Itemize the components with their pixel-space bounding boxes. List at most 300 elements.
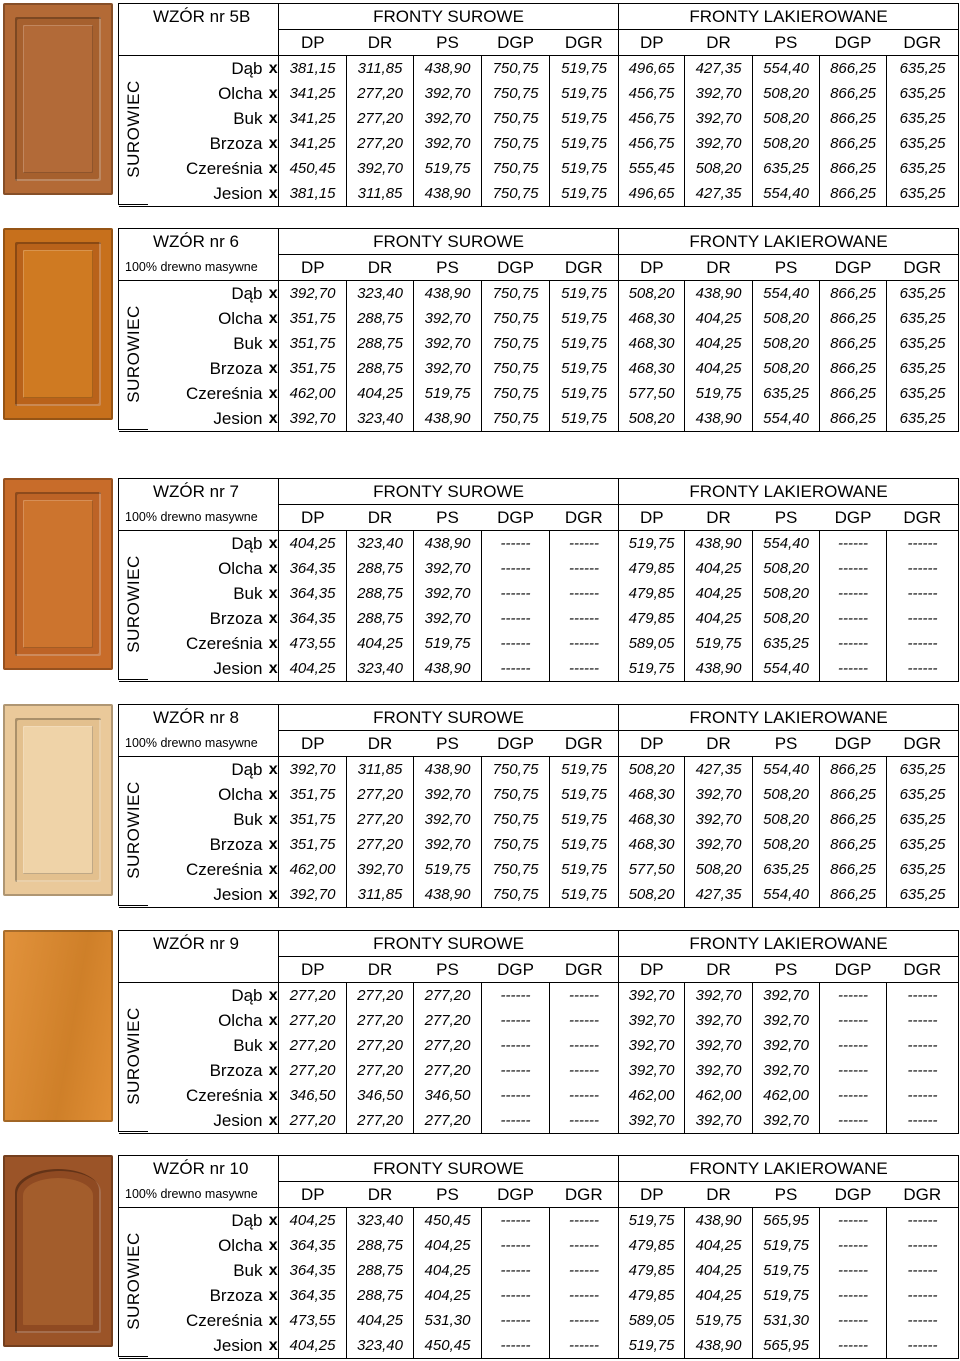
price-cell: 635,25 xyxy=(753,381,820,406)
price-cell: 438,90 xyxy=(414,406,482,432)
price-cell: 392,70 xyxy=(753,1108,820,1134)
column-header: PS xyxy=(753,255,820,281)
column-header: PS xyxy=(414,30,482,56)
price-cell: 404,25 xyxy=(279,1208,347,1234)
multiply-marker: x xyxy=(268,284,278,302)
multiply-marker: x xyxy=(268,785,278,803)
price-cell: 404,25 xyxy=(685,1233,753,1258)
price-cell: 519,75 xyxy=(550,331,619,356)
price-cell: 750,75 xyxy=(482,832,550,857)
group-header-raw: FRONTY SUROWE xyxy=(279,1156,619,1182)
price-cell: 392,70 xyxy=(619,1033,685,1058)
price-cell: 635,25 xyxy=(887,782,959,807)
multiply-marker: x xyxy=(269,1333,279,1359)
price-cell: 404,25 xyxy=(279,531,347,557)
multiply-marker: x xyxy=(268,609,278,627)
wood-type-label: Olcha xyxy=(218,308,263,328)
column-header: DP xyxy=(279,1182,347,1208)
price-cell: 750,75 xyxy=(482,331,550,356)
wood-type-label: Jesion xyxy=(119,882,269,908)
price-cell: 392,70 xyxy=(347,156,414,181)
price-cell: 427,35 xyxy=(685,882,753,908)
price-cell: ------ xyxy=(482,656,550,682)
price-table xyxy=(118,228,959,432)
side-label xyxy=(118,980,148,1132)
price-cell: 468,30 xyxy=(619,782,685,807)
price-cell: ------ xyxy=(550,983,619,1009)
wood-type-label: Jesion xyxy=(119,1108,269,1134)
price-cell: ------ xyxy=(887,983,959,1009)
multiply-marker: x xyxy=(268,1061,278,1079)
price-cell: 364,35 xyxy=(279,581,347,606)
multiply-marker: x xyxy=(268,986,278,1004)
price-cell: 519,75 xyxy=(619,1333,685,1359)
price-cell: ------ xyxy=(887,606,959,631)
price-cell: 554,40 xyxy=(753,56,820,82)
price-cell: 866,25 xyxy=(820,807,887,832)
price-cell: ------ xyxy=(482,631,550,656)
price-cell: ------ xyxy=(820,1083,887,1108)
price-cell: 508,20 xyxy=(753,581,820,606)
side-label xyxy=(118,754,148,906)
price-cell: 577,50 xyxy=(619,381,685,406)
price-cell: 554,40 xyxy=(753,757,820,783)
price-cell: 277,20 xyxy=(414,983,482,1009)
multiply-marker: x xyxy=(268,534,278,552)
table-row xyxy=(119,1258,959,1283)
pattern-subtitle: 100% drewno masywne xyxy=(119,505,279,531)
price-cell: 519,75 xyxy=(414,156,482,181)
price-cell: ------ xyxy=(887,631,959,656)
price-cell: 866,25 xyxy=(820,106,887,131)
side-label xyxy=(118,528,148,680)
multiply-marker: x xyxy=(268,1211,278,1229)
price-cell: 456,75 xyxy=(619,81,685,106)
price-cell: 392,70 xyxy=(753,1008,820,1033)
column-header: DGP xyxy=(820,1182,887,1208)
column-header: DGP xyxy=(482,957,550,983)
column-header: DP xyxy=(619,731,685,757)
table-row xyxy=(119,1108,959,1134)
price-cell: ------ xyxy=(887,1258,959,1283)
price-cell: 404,25 xyxy=(685,606,753,631)
price-cell: ------ xyxy=(550,1058,619,1083)
table-row xyxy=(119,1008,959,1033)
multiply-marker: x xyxy=(269,882,279,908)
price-cell: 531,30 xyxy=(753,1308,820,1333)
price-cell: 519,75 xyxy=(550,356,619,381)
price-cell: 866,25 xyxy=(820,882,887,908)
multiply-marker: x xyxy=(268,810,278,828)
price-cell: ------ xyxy=(820,1058,887,1083)
price-cell: 750,75 xyxy=(482,782,550,807)
price-cell: ------ xyxy=(482,1008,550,1033)
price-cell: 427,35 xyxy=(685,757,753,783)
price-cell: 508,20 xyxy=(753,306,820,331)
wood-type-label: Jesion xyxy=(119,1333,269,1359)
multiply-marker: x xyxy=(268,359,278,377)
column-header: DP xyxy=(619,30,685,56)
price-cell: 866,25 xyxy=(820,857,887,882)
table-row xyxy=(119,857,959,882)
price-cell: 519,75 xyxy=(550,757,619,783)
price-cell: 288,75 xyxy=(347,1258,414,1283)
price-cell: 635,25 xyxy=(887,406,959,432)
column-header: DGR xyxy=(550,731,619,757)
column-header: PS xyxy=(414,731,482,757)
price-cell: 519,75 xyxy=(550,832,619,857)
table-row xyxy=(119,782,959,807)
price-cell: 508,20 xyxy=(685,156,753,181)
price-cell: 392,70 xyxy=(414,782,482,807)
table-row xyxy=(119,1058,959,1083)
price-cell: 589,05 xyxy=(619,1308,685,1333)
price-cell: ------ xyxy=(820,1208,887,1234)
price-cell: 479,85 xyxy=(619,1258,685,1283)
multiply-marker: x xyxy=(268,159,278,177)
price-cell: 346,50 xyxy=(414,1083,482,1108)
price-cell: 323,40 xyxy=(347,656,414,682)
price-cell: 519,75 xyxy=(414,631,482,656)
column-header: DGR xyxy=(550,30,619,56)
price-cell: 635,25 xyxy=(887,807,959,832)
column-header: DR xyxy=(685,30,753,56)
price-cell: 508,20 xyxy=(619,281,685,307)
price-cell: 438,90 xyxy=(685,281,753,307)
price-cell: 404,25 xyxy=(414,1233,482,1258)
price-cell: 519,75 xyxy=(685,381,753,406)
column-header: DR xyxy=(685,255,753,281)
price-cell: 392,70 xyxy=(414,832,482,857)
price-cell: 519,75 xyxy=(753,1283,820,1308)
price-cell: 508,20 xyxy=(753,807,820,832)
column-header: DGP xyxy=(820,957,887,983)
price-cell: 462,00 xyxy=(685,1083,753,1108)
wood-type-label: Buk xyxy=(233,1260,263,1280)
price-cell: 438,90 xyxy=(685,1333,753,1359)
price-cell: 392,70 xyxy=(414,807,482,832)
table-row xyxy=(119,631,959,656)
price-cell: ------ xyxy=(820,531,887,557)
price-cell: 438,90 xyxy=(685,656,753,682)
price-cell: 351,75 xyxy=(279,807,347,832)
price-cell: 508,20 xyxy=(753,782,820,807)
price-cell: ------ xyxy=(550,581,619,606)
price-cell: 519,75 xyxy=(550,106,619,131)
wood-type-label: Czereśnia xyxy=(185,158,263,178)
multiply-marker: x xyxy=(268,634,278,652)
price-cell: 392,70 xyxy=(619,983,685,1009)
multiply-marker: x xyxy=(268,1311,278,1329)
multiply-marker: x xyxy=(268,1011,278,1029)
column-header: DGR xyxy=(887,505,959,531)
pattern-block xyxy=(0,930,960,1135)
table-row xyxy=(119,1283,959,1308)
side-label xyxy=(118,53,148,205)
price-cell: 456,75 xyxy=(619,106,685,131)
wood-type-label: Dąb xyxy=(231,283,263,303)
table-row xyxy=(119,56,959,82)
multiply-marker: x xyxy=(269,1108,279,1134)
door-front-image xyxy=(3,704,113,896)
price-cell: 392,70 xyxy=(753,983,820,1009)
price-cell: ------ xyxy=(482,1258,550,1283)
pattern-subtitle xyxy=(119,957,279,983)
price-cell: ------ xyxy=(887,1008,959,1033)
pattern-title: WZÓR nr 10 xyxy=(119,1156,279,1182)
wood-type-label: Dąb xyxy=(231,1210,263,1230)
price-cell: 277,20 xyxy=(347,782,414,807)
price-cell: 635,25 xyxy=(753,857,820,882)
price-cell: ------ xyxy=(550,1008,619,1033)
price-cell: 519,75 xyxy=(550,56,619,82)
price-cell: ------ xyxy=(482,1308,550,1333)
price-cell: 635,25 xyxy=(887,156,959,181)
price-cell: 519,75 xyxy=(550,882,619,908)
price-cell: 519,75 xyxy=(550,131,619,156)
multiply-marker: x xyxy=(269,406,279,432)
price-cell: ------ xyxy=(820,983,887,1009)
column-header: DR xyxy=(347,255,414,281)
pattern-title: WZÓR nr 9 xyxy=(119,931,279,957)
price-cell: 635,25 xyxy=(887,281,959,307)
price-cell: 404,25 xyxy=(347,1308,414,1333)
price-cell: 438,90 xyxy=(414,281,482,307)
column-header: PS xyxy=(414,957,482,983)
price-cell: 392,70 xyxy=(685,1108,753,1134)
price-cell: 519,75 xyxy=(414,381,482,406)
price-cell: 392,70 xyxy=(685,807,753,832)
price-cell: 468,30 xyxy=(619,807,685,832)
price-cell: 462,00 xyxy=(619,1083,685,1108)
price-cell: 311,85 xyxy=(347,882,414,908)
price-cell: 635,25 xyxy=(887,757,959,783)
table-row xyxy=(119,1233,959,1258)
column-header: DGP xyxy=(482,505,550,531)
price-cell: 392,70 xyxy=(347,857,414,882)
side-label-text: SUROWIEC xyxy=(123,554,143,653)
price-cell: 750,75 xyxy=(482,106,550,131)
price-cell: 404,25 xyxy=(414,1283,482,1308)
price-cell: 468,30 xyxy=(619,356,685,381)
price-cell: ------ xyxy=(820,656,887,682)
price-cell: 508,20 xyxy=(753,832,820,857)
table-row xyxy=(119,306,959,331)
price-cell: 277,20 xyxy=(279,1058,347,1083)
price-cell: ------ xyxy=(820,581,887,606)
price-cell: ------ xyxy=(550,1233,619,1258)
door-front-image xyxy=(3,930,113,1122)
column-header: DR xyxy=(685,505,753,531)
group-header-lacquered: FRONTY LAKIEROWANE xyxy=(619,229,959,255)
column-header: DP xyxy=(619,505,685,531)
wood-type-label: Czereśnia xyxy=(185,859,263,879)
multiply-marker: x xyxy=(268,1086,278,1104)
table-row xyxy=(119,531,959,557)
price-cell: 519,75 xyxy=(550,406,619,432)
price-cell: 635,25 xyxy=(887,832,959,857)
table-row xyxy=(119,106,959,131)
pattern-block xyxy=(0,3,960,208)
price-cell: ------ xyxy=(482,1333,550,1359)
column-header: DR xyxy=(347,30,414,56)
price-cell: 277,20 xyxy=(347,832,414,857)
table-row xyxy=(119,882,959,908)
multiply-marker: x xyxy=(268,584,278,602)
wood-type-label: Czereśnia xyxy=(185,633,263,653)
price-cell: 635,25 xyxy=(753,631,820,656)
column-header: DGP xyxy=(820,255,887,281)
price-cell: 277,20 xyxy=(414,1008,482,1033)
price-cell: 323,40 xyxy=(347,406,414,432)
price-cell: 468,30 xyxy=(619,832,685,857)
price-cell: 479,85 xyxy=(619,606,685,631)
wood-type-label: Buk xyxy=(233,333,263,353)
column-header: DP xyxy=(279,505,347,531)
price-cell: ------ xyxy=(820,1008,887,1033)
price-cell: 404,25 xyxy=(685,1283,753,1308)
price-cell: 438,90 xyxy=(414,181,482,207)
price-cell: 750,75 xyxy=(482,406,550,432)
price-cell: 323,40 xyxy=(347,281,414,307)
price-cell: 750,75 xyxy=(482,306,550,331)
price-cell: 519,75 xyxy=(685,631,753,656)
price-cell: ------ xyxy=(887,1308,959,1333)
price-cell: 277,20 xyxy=(347,131,414,156)
price-cell: 392,70 xyxy=(753,1058,820,1083)
pattern-subtitle: 100% drewno masywne xyxy=(119,1182,279,1208)
price-cell: ------ xyxy=(550,1108,619,1134)
price-cell: 473,55 xyxy=(279,1308,347,1333)
price-cell: 508,20 xyxy=(753,606,820,631)
table-row xyxy=(119,381,959,406)
column-header: DP xyxy=(279,957,347,983)
price-cell: ------ xyxy=(482,606,550,631)
price-cell: 508,20 xyxy=(753,106,820,131)
column-header: PS xyxy=(414,1182,482,1208)
side-label-text: SUROWIEC xyxy=(123,780,143,879)
price-cell: ------ xyxy=(550,1033,619,1058)
price-cell: 554,40 xyxy=(753,882,820,908)
group-header-raw: FRONTY SUROWE xyxy=(279,705,619,731)
price-cell: 392,70 xyxy=(414,81,482,106)
price-table xyxy=(118,930,959,1134)
price-cell: 323,40 xyxy=(347,1208,414,1234)
multiply-marker: x xyxy=(268,334,278,352)
price-cell: ------ xyxy=(887,1283,959,1308)
wood-type-label: Jesion xyxy=(119,656,269,682)
price-cell: 508,20 xyxy=(753,331,820,356)
table-row xyxy=(119,81,959,106)
price-cell: 750,75 xyxy=(482,857,550,882)
price-cell: 750,75 xyxy=(482,131,550,156)
price-cell: 346,50 xyxy=(279,1083,347,1108)
price-cell: ------ xyxy=(482,1233,550,1258)
price-cell: 438,90 xyxy=(685,531,753,557)
price-cell: 288,75 xyxy=(347,1283,414,1308)
door-front-image xyxy=(3,478,113,670)
price-cell: 288,75 xyxy=(347,581,414,606)
column-header: DGR xyxy=(887,957,959,983)
table-row xyxy=(119,1208,959,1234)
column-header: DR xyxy=(685,731,753,757)
price-cell: ------ xyxy=(482,1283,550,1308)
price-cell: 635,25 xyxy=(887,131,959,156)
column-header: DGP xyxy=(820,30,887,56)
price-table xyxy=(118,704,959,908)
price-cell: 381,15 xyxy=(279,56,347,82)
price-cell: 341,25 xyxy=(279,81,347,106)
price-cell: ------ xyxy=(550,1208,619,1234)
price-cell: 392,70 xyxy=(414,131,482,156)
price-cell: 392,70 xyxy=(685,106,753,131)
wood-type-label: Olcha xyxy=(218,83,263,103)
price-cell: 392,70 xyxy=(414,556,482,581)
price-cell: 866,25 xyxy=(820,156,887,181)
price-cell: 750,75 xyxy=(482,381,550,406)
price-cell: 750,75 xyxy=(482,81,550,106)
multiply-marker: x xyxy=(268,84,278,102)
price-cell: 456,75 xyxy=(619,131,685,156)
price-cell: 351,75 xyxy=(279,331,347,356)
price-cell: 479,85 xyxy=(619,556,685,581)
column-header: DP xyxy=(279,30,347,56)
price-cell: 508,20 xyxy=(753,356,820,381)
wood-type-label: Dąb xyxy=(231,533,263,553)
price-cell: 438,90 xyxy=(414,56,482,82)
side-label-text: SUROWIEC xyxy=(123,304,143,403)
price-cell: ------ xyxy=(820,556,887,581)
table-row xyxy=(119,983,959,1009)
price-cell: 519,75 xyxy=(753,1258,820,1283)
column-header: DP xyxy=(279,731,347,757)
price-cell: 392,70 xyxy=(414,331,482,356)
table-row xyxy=(119,331,959,356)
table-row xyxy=(119,356,959,381)
side-label-text: SUROWIEC xyxy=(123,1006,143,1105)
price-cell: 392,70 xyxy=(685,1008,753,1033)
column-header: DGP xyxy=(820,505,887,531)
price-cell: 392,70 xyxy=(279,757,347,783)
price-cell: 392,70 xyxy=(685,1033,753,1058)
column-header: DGR xyxy=(887,731,959,757)
column-header: DGP xyxy=(482,30,550,56)
price-cell: 277,20 xyxy=(347,983,414,1009)
price-cell: 519,75 xyxy=(550,381,619,406)
multiply-marker: x xyxy=(268,1286,278,1304)
price-cell: 392,70 xyxy=(414,606,482,631)
pattern-title: WZÓR nr 7 xyxy=(119,479,279,505)
door-front-image xyxy=(3,1155,113,1347)
price-cell: ------ xyxy=(550,1308,619,1333)
price-cell: ------ xyxy=(820,1033,887,1058)
column-header: DR xyxy=(347,957,414,983)
price-cell: 277,20 xyxy=(414,1108,482,1134)
group-header-lacquered: FRONTY LAKIEROWANE xyxy=(619,4,959,30)
price-cell: 519,75 xyxy=(414,857,482,882)
column-header: PS xyxy=(414,255,482,281)
price-cell: 508,20 xyxy=(619,882,685,908)
price-cell: 404,25 xyxy=(685,556,753,581)
column-header: DGR xyxy=(550,957,619,983)
price-cell: 519,75 xyxy=(550,306,619,331)
price-cell: 866,25 xyxy=(820,281,887,307)
price-cell: 277,20 xyxy=(347,81,414,106)
price-cell: 519,75 xyxy=(550,81,619,106)
price-cell: 554,40 xyxy=(753,181,820,207)
price-cell: 277,20 xyxy=(279,1033,347,1058)
price-cell: 404,25 xyxy=(685,581,753,606)
